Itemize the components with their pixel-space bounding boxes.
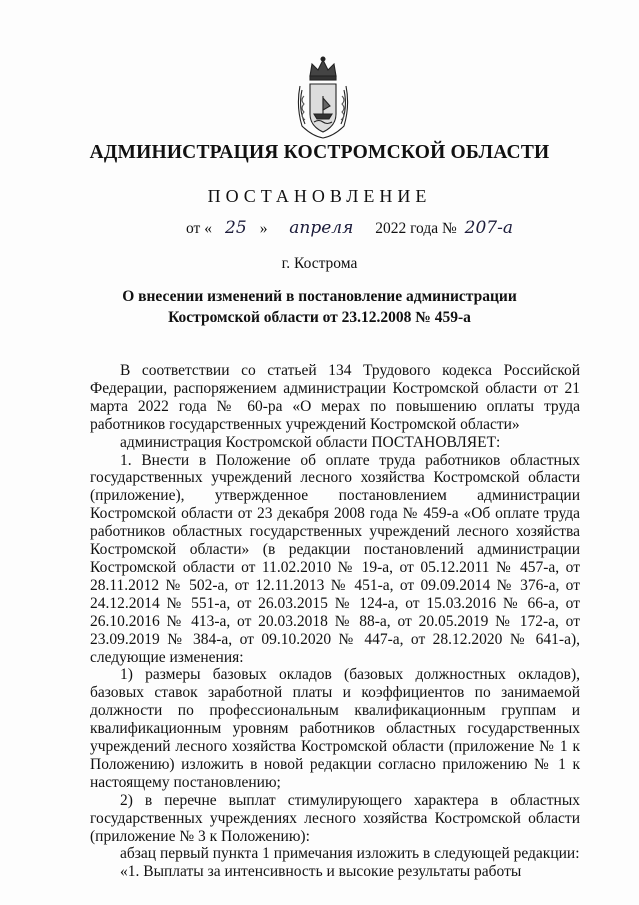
body-paragraph-resolves: администрация Костромской области ПОСТАНОВЛЯЕТ:	[120, 433, 501, 451]
document-type: ПОСТАНОВЛЕНИЕ	[207, 186, 432, 206]
body-paragraph-preamble: В соответствии со статьей 134 Трудового кодекса Российской Федерации, распоряжением администрации Костромской области от 21 марта 2022 года № 60-ра «О мерах по повышению оплаты труда работников государственных учреждений Костромской области»	[90, 362, 580, 433]
organization-title: АДМИНИСТРАЦИЯ КОСТРОМСКОЙ ОБЛАСТИ	[89, 142, 550, 163]
date-month: апреля	[289, 218, 354, 238]
document-number: 207-а	[464, 218, 513, 238]
date-day: 25	[225, 218, 247, 238]
date-close-quote: »	[259, 220, 268, 237]
body-paragraph-item-1: 1. Внести в Положение об оплате труда работников областных государственных учреждений лесного хозяйства Костромской области (приложение), утвержденное постановлением администрации Костромской области от 23 декабря 2008 года № 459-а «Об оплате труда работников областных государственных учреждений лесного хозяйства Костромской области» (в редакции постановлений администрации Костромской области от 11.02.2010 № 19-а, от 05.12.2011 № 457-а, от 28.11.2012 № 502-а, от 12.11.2013 № 451-а, от 09.09.2014 № 376-а, от 24.12.2014 № 551-а, от 26.03.2015 № 124-а, от 15.03.2016 № 66-а, от 26.10.2016 № 413-а, от 20.03.2018 № 88-а, от 20.05.2019 № 172-а, от 23.09.2019 № 384-а, от 09.10.2020 № 447-а, от 28.12.2020 № 641-а), следующие изменения:	[90, 451, 580, 666]
body-paragraph-subitem-2: 2) в перечне выплат стимулирующего характера в областных государственных учреждениях лесного хозяйства Костромской области (приложение № 3 к Положению):	[90, 791, 580, 845]
subject-line-1: О внесении изменений в постановление администрации	[122, 288, 517, 305]
coat-of-arms-icon	[292, 56, 354, 140]
body-paragraph-quote-start: «1. Выплаты за интенсивность и высокие результаты работы	[120, 863, 522, 881]
subject-line-2: Костромской области от 23.12.2008 № 459-а	[168, 309, 471, 326]
date-year-text: 2022 года №	[375, 220, 457, 237]
document-subject	[0, 286, 639, 328]
document-date-line	[186, 218, 513, 238]
body-paragraph-subitem-1: 1) размеры базовых окладов (базовых должностных окладов), базовых ставок заработной платы и коэффициентов по занимаемой должности по профессиональным квалификационным группам и квалификационным уровням работников областных государственных учреждений лесного хозяйства Костромской области (приложение № 1 к Положению) изложить в новой редакции согласно приложению № 1 к настоящему постановлению;	[90, 666, 580, 791]
issue-city: г. Кострома	[281, 255, 358, 272]
document-body	[90, 362, 580, 881]
date-prefix: от «	[186, 220, 212, 237]
body-paragraph-note: абзац первый пункта 1 примечания изложить в следующей редакции:	[120, 845, 580, 863]
